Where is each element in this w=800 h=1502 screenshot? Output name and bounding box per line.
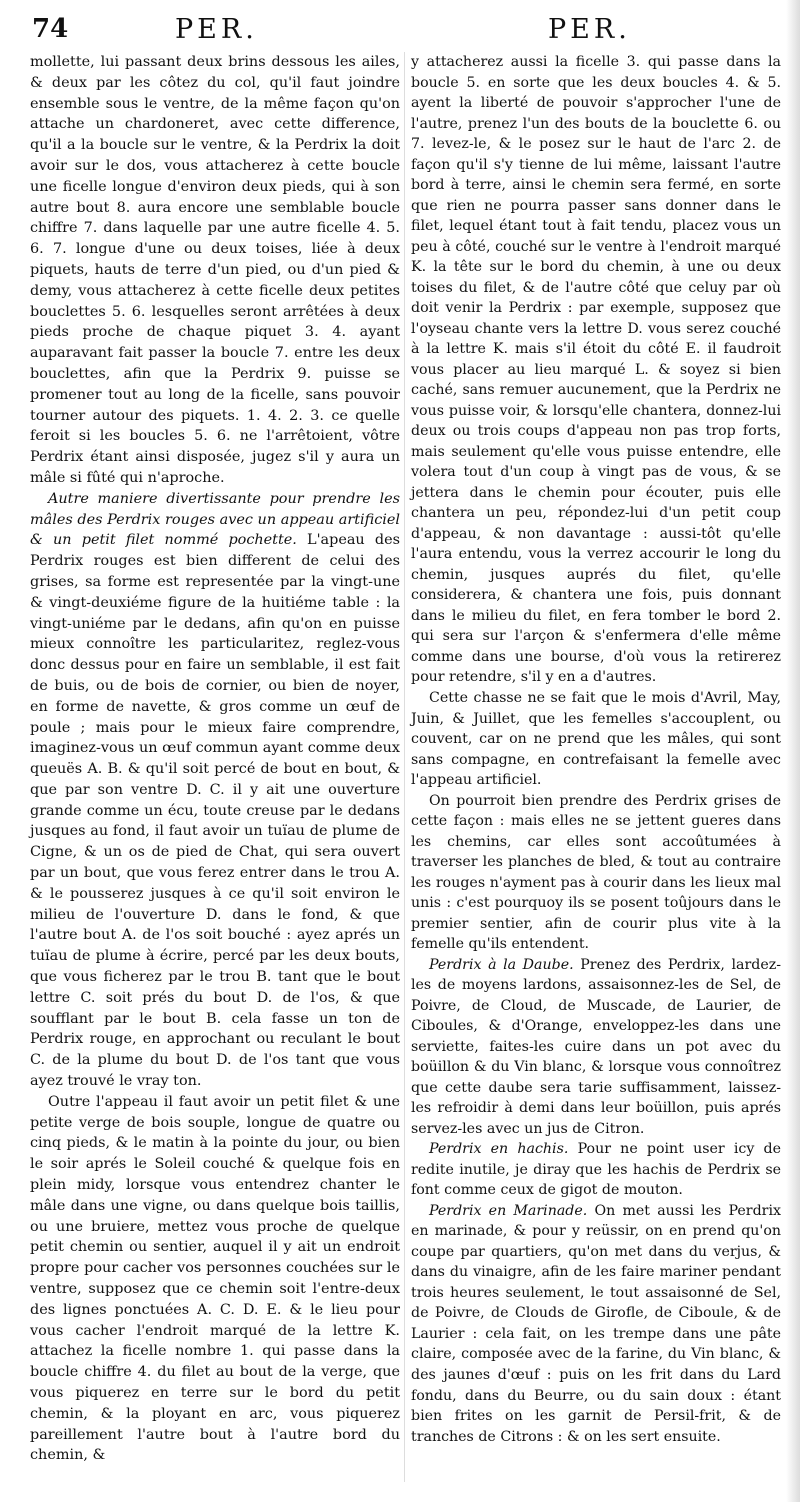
running-head-right: PER. — [548, 14, 631, 45]
column-gutter — [404, 52, 405, 1482]
section-heading: Perdrix en Marinade. — [429, 1202, 588, 1219]
paragraph-body: Prenez des Perdrix, lardez-les de moyens lardons, assaisonnez-les de Sel, de Poivre, de Cloud, de Muscade, de Laurier, de Ciboules, & d'Orange, enveloppez-les dans une serviette, faites-les cuire dans un pot avec du boüillon & du Vin blanc, & lorsque vous connoîtrez que cette daube sera tarie suffisamment, laissez-les refroidir à demi dans leur boüillon, puis aprés servez-les avec un jus de Citron. — [411, 956, 782, 1137]
right-column — [411, 52, 781, 1447]
paragraph: Outre l'appeau il faut avoir un petit filet & une petite verge de bois souple, longue de quatre ou cinq pieds, & le matin à la pointe du jour, ou bien le soir aprés le Soleil couché & quelque fois en plein midy, lorsque vous entendrez chanter le mâle dans une vigne, ou dans quelque bois taillis, ou une bruiere, mettez vous proche de quelque petit chemin ou sentier, auquel il y ait un endroit propre pour cacher vos personnes couchées sur le ventre, supposez que ce chemin soit l'entre-deux des lignes ponctuées A. C. D. E. & le lieu pour vous cacher l'endroit marqué de la lettre K. attachez la ficelle nombre 1. qui passe dans la boucle chiffre 4. du filet au bout de la verge, que vous piquerez en terre sur le bord du petit chemin, & la ployant en arc, vous piquerez pareillement l'autre bout à l'autre bord du chemin, & — [30, 1093, 400, 1464]
paragraph: mollette, lui passant deux brins dessous les ailes, & deux par les côtez du col, qu'il faut joindre ensemble sous le ventre, de la même façon qu'on attache un chardoneret, avec cette difference, qu'il a la boucle sur le ventre, & la Perdrix la doit avoir sur le dos, vous attacherez à cette boucle une ficelle longue d'environ deux pieds, qui à son autre bout 8. aura encore une semblable boucle chiffre 7. dans laquelle par une autre ficelle 4. 5. 6. 7. longue d'une ou deux toises, liée à deux piquets, hauts de terre d'un pied, ou d'un pied & demy, vous attacherez à cette ficelle deux petites bouclettes 5. 6. lesquelles seront arrêtées à deux pieds proche de chaque piquet 3. 4. ayant auparavant fait passer la boucle 7. entre les deux bouclettes, afin que la Perdrix 9. puisse se promener tout au long de la ficelle, sans pouvoir tourner autour des piquets. 1. 4. 2. 3. ce quelle feroit si les boucles 5. 6. ne l'arrêtoient, vôtre Perdrix étant ainsi disposée, jugez s'il y aura un mâle si fûté qui n'aproche. — [30, 54, 400, 486]
paragraph: Cette chasse ne se fait que le mois d'Avril, May, Juin, & Juillet, que les femelles s'accouplent, ou couvent, car on ne prend que les mâles, qui sont sans compagne, en contrefaisant la femelle avec l'appeau artificiel. — [411, 689, 781, 789]
paragraph: On pourroit bien prendre des Perdrix grises de cette façon : mais elles ne se jettent gueres dans les chemins, car elles sont accoûtumées à traverser les planches de bled, & tout au contraire les rouges n'ayment pas à courir dans les lieux mal unis : c'est pourquoy ils se posent toûjours dans le premier sentier, afin de courir plus vite à la femelle qu'ils entendent. — [411, 792, 781, 953]
paragraph — [411, 1201, 781, 1447]
paragraph — [411, 1139, 781, 1201]
page-number: 74 — [32, 14, 69, 44]
paragraph — [411, 955, 781, 1140]
paragraph-body: Pour ne point user icy de redite inutile, je diray que les hachis de Perdrix se font comme ceux de gigot de mouton. — [411, 1141, 781, 1199]
paragraph — [30, 489, 400, 1092]
paragraph-body: On met aussi les Perdrix en marinade, & pour y reüssir, on en prend qu'on coupe par quartiers, qu'on met dans du verjus, & dans du vinaigre, afin de les faire mariner pendant trois heures seulement, le tout assaisonné de Sel, de Poivre, de Clouds de Girofle, de Ciboule, & de Laurier : cela fait, on les trempe dans une pâte claire, composée avec de la farine, du Vin blanc, & des jaunes d'œuf : puis on les frit dans du Lard fondu, dans du Beurre, ou du sain doux : étant bien frites on les garnit de Persil-frit, & de tranches de Citrons : & on les sert ensuite. — [411, 1202, 781, 1445]
page-header — [0, 0, 800, 60]
left-column — [30, 52, 400, 1466]
paragraph: y attacherez aussi la ficelle 3. qui passe dans la boucle 5. en sorte que les deux boucles 4. & 5. ayent la liberté de pouvoir s'approcher l'une de l'autre, prenez l'un des bouts de la bouclette 6. ou 7. levez-le, & le posez sur le haut de l'arc 2. de façon qu'il s'y tienne de lui même, laissant l'autre bord à terre, ainsi le chemin sera fermé, en sorte que rien ne pourra passer sans donner dans le filet, lequel étant tout à fait tendu, placez vous un peu à côté, couché sur le ventre à l'endroit marqué K. la tête sur le bord du chemin, à une ou deux toises du filet, & de l'autre côté que celuy par où doit venir la Perdrix : par exemple, supposez que l'oyseau chante vers la lettre D. vous serez couché à la lettre K. mais s'il étoit du côté E. il faudroit vous placer au lieu marqué L. & soyez si bien caché, sans remuer aucunement, que la Perdrix ne vous puisse voir, & lorsqu'elle chantera, donnez-lui deux ou trois coups d'appeau non pas trop forts, mais seulement qu'elle vous puisse entendre, elle volera tout d'un coup à vingt pas de vous, & se jettera dans le chemin pour écouter, puis elle chantera un peu, répondez-lui d'un petit coup d'appeau, & non davantage : aussi-tôt qu'elle l'aura entendu, vous la verrez accourir le long du chemin, jusques auprés du filet, qu'elle considerera, & chantera une fois, puis donnant dans le milieu du filet, en fera tomber le bord 2. qui sera sur l'arçon & s'enfermera d'elle même comme dans une bourse, d'où vous la retirerez pour retendre, s'il y en a d'autres. — [411, 54, 781, 686]
section-heading: Perdrix à la Daube. — [429, 956, 574, 973]
section-heading: Perdrix en hachis. — [429, 1141, 569, 1158]
section-heading: Autre maniere divertissante pour prendre les mâles des Perdrix rouges avec un appeau artificiel & un petit filet nommé pochette. — [30, 490, 400, 549]
paragraph-body: L'apeau des Perdrix rouges est bien different de celui des grises, sa forme est representée par la vingt-une & vingt-deuxiéme figure de la huitiéme table : la vingt-uniéme par le dedans, afin qu'on en puisse mieux connoître les particularitez, reglez-vous donc dessus pour en faire un semblable, il est fait de buis, ou de bois de cornier, ou bien de noyer, en forme de navette, & gros comme un œuf de poule ; mais pour le mieux faire comprendre, imaginez-vous un œuf commun ayant comme deux queuës A. B. & qu'il soit percé de bout en bout, & que par son ventre D. C. il y ait une ouverture grande comme un écu, toute creuse par le dedans jusques au fond, il faut avoir un tuïau de plume de Cigne, & un os de pied de Chat, qui sera ouvert par un bout, que vous ferez entrer dans le trou A. & le pousserez jusques à ce qu'il soit environ le milieu de l'ouverture D. dans le fond, & que l'autre bout A. de l'os soit bouché : ayez aprés un tuïau de plume à écrire, percé par les deux bouts, que vous ficherez par le trou B. tant que le bout lettre C. soit prés du bout D. de l'os, & que soufflant par le bout B. cela fasse un ton de Perdrix rouge, en approchant ou reculant le bout C. de la plume du bout D. de l'os tant que vous ayez trouvé le vray ton. — [30, 532, 401, 1090]
running-head-left: PER. — [175, 14, 258, 45]
page-edge-shadow — [786, 0, 800, 1502]
